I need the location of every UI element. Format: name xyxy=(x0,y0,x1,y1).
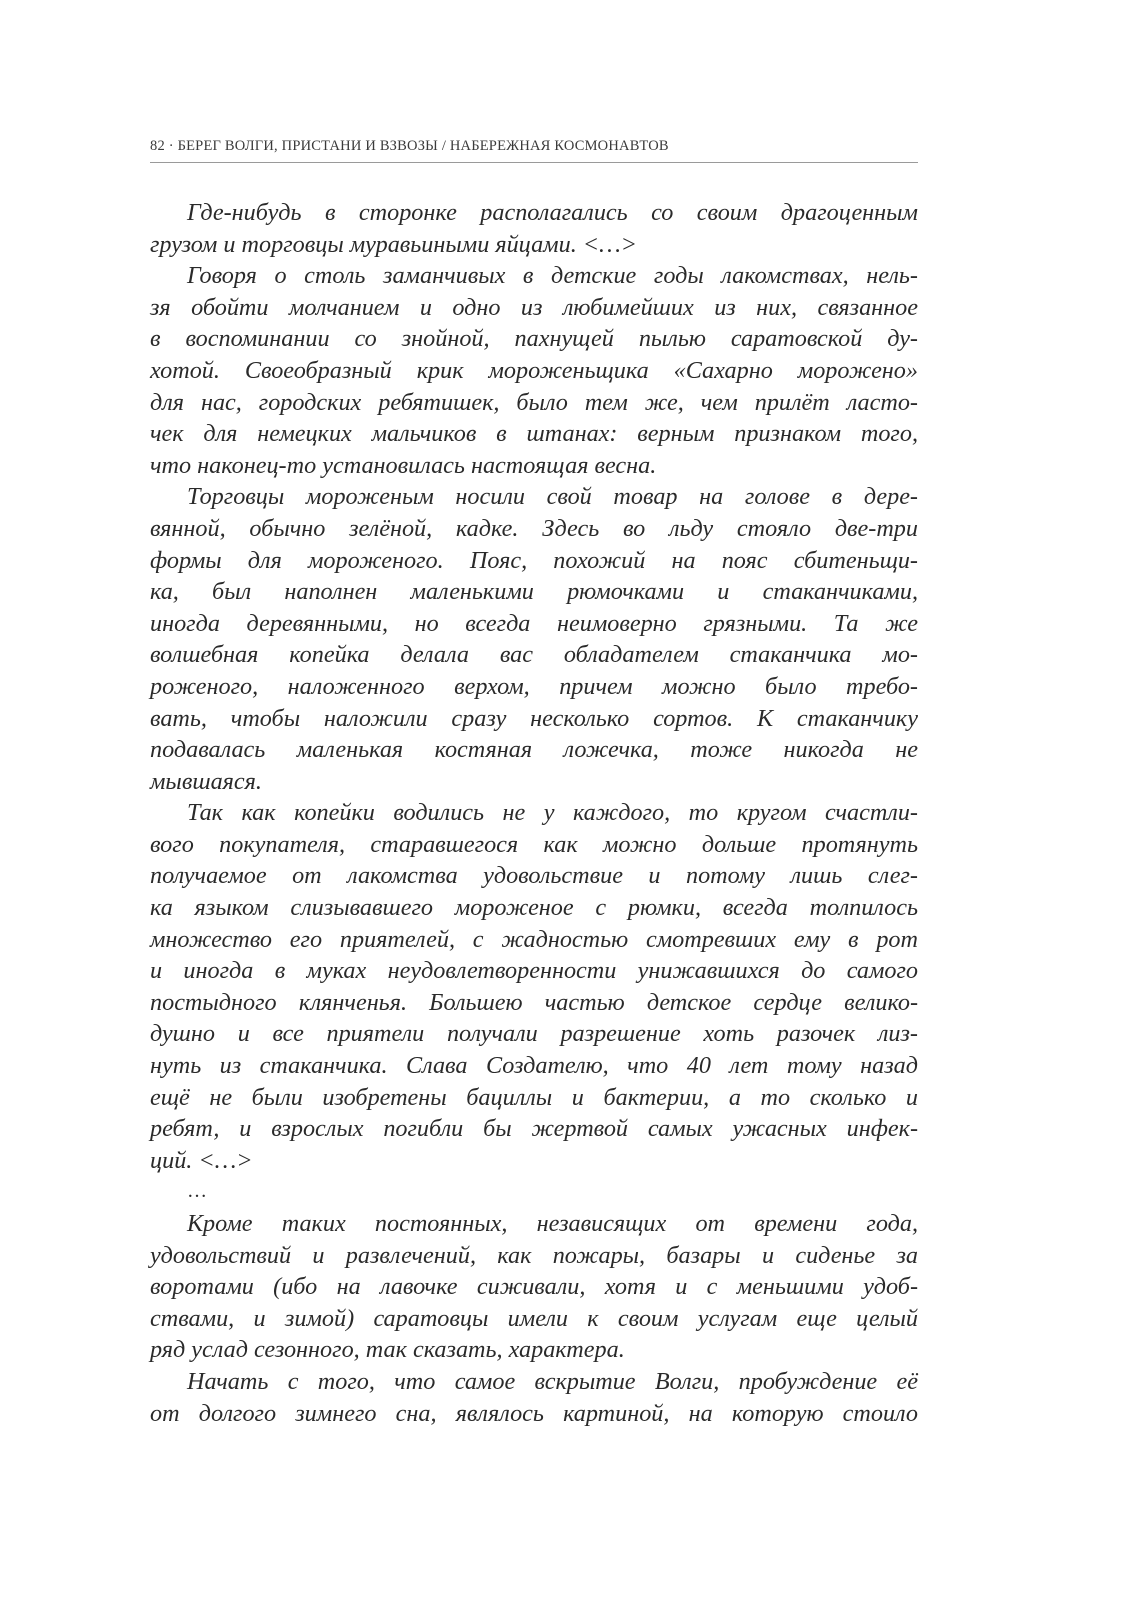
text-line: вянной, обычно зелёной, кадке. Здесь во льду стояло две-три xyxy=(150,514,918,542)
paragraph xyxy=(150,481,918,797)
text-line: от долгого зимнего сна, являлось картиной, на которую стоило xyxy=(150,1399,918,1427)
text-line: получаемое от лакомства удовольствие и потому лишь слег- xyxy=(150,862,918,890)
text-line: подавалась маленькая костяная ложечка, тоже никогда не xyxy=(150,736,918,764)
text-line: постыдного клянченья. Большею частью детское сердце велико- xyxy=(150,988,918,1016)
text-line: в воспоминании со знойной, пахнущей пылью саратовской ду- xyxy=(150,325,918,353)
ellipsis-separator: … xyxy=(187,1180,207,1203)
text-line: роженого, наложенного верхом, причем можно было требо- xyxy=(150,672,918,700)
paragraph xyxy=(150,1366,918,1429)
text-line: ещё не были изобретены бациллы и бактерии, а то сколько и xyxy=(150,1083,918,1111)
text-line: зя обойти молчанием и одно из любимейших из них, связанное xyxy=(150,293,918,321)
running-title: БЕРЕГ ВОЛГИ, ПРИСТАНИ И ВЗВОЗЫ / НАБЕРЕЖНАЯ КОСМОНАВТОВ xyxy=(177,138,669,154)
text-line: вать, чтобы наложили сразу несколько сортов. К стаканчику xyxy=(150,704,918,732)
text-line: и иногда в муках неудовлетворенности унижавшихся до самого xyxy=(150,957,918,985)
text-line: грузом и торговцы муравьиными яйцами. <…> xyxy=(150,230,637,258)
body-text xyxy=(150,197,918,1429)
book-page xyxy=(150,0,918,1600)
text-line: волшебная копейка делала вас обладателем стаканчика мо- xyxy=(150,641,918,669)
page-number: 82 xyxy=(150,138,165,154)
text-line: множество его приятелей, с жадностью смотревших ему в рот xyxy=(150,925,918,953)
text-line: душно и все приятели получали разрешение хоть разочек лиз- xyxy=(150,1020,918,1048)
text-line: Кроме таких постоянных, независящих от времени года, xyxy=(187,1210,918,1237)
text-line: Где-нибудь в сторонке располагались со своим драгоценным xyxy=(187,199,918,226)
text-line: для нас, городских ребятишек, было тем же, чем прилёт ласто- xyxy=(150,388,918,416)
text-line: что наконец-то установилась настоящая весна. xyxy=(150,451,657,479)
text-line: ствами, и зимой) саратовцы имели к своим услугам еще целый xyxy=(150,1304,918,1332)
text-line: Торговцы мороженым носили свой товар на голове в дере- xyxy=(187,483,918,511)
text-line: ряд услад сезонного, так сказать, характера. xyxy=(150,1336,625,1364)
text-line: Говоря о столь заманчивых в детские годы лакомствах, нель- xyxy=(187,262,918,290)
text-line: формы для мороженого. Пояс, похожий на пояс сбитеньщи- xyxy=(150,546,918,574)
text-line: мывшаяся. xyxy=(150,767,262,795)
text-line: Начать с того, что самое вскрытие Волги, пробуждение её xyxy=(187,1367,918,1395)
text-line: ка, был наполнен маленькими рюмочками и стаканчиками, xyxy=(150,578,918,606)
text-line: ций. <…> xyxy=(150,1146,253,1174)
text-line: вого покупателя, старавшегося как можно дольше протянуть xyxy=(150,830,918,858)
text-line: воротами (ибо на лавочке сиживали, хотя и с меньшими удоб- xyxy=(150,1273,918,1301)
text-line: удовольствий и развлечений, как пожары, базары и сиденье за xyxy=(150,1241,918,1269)
text-line: чек для немецких мальчиков в штанах: верным признаком того, xyxy=(150,420,918,448)
paragraph xyxy=(150,260,918,481)
text-line: ребят, и взрослых погибли бы жертвой самых ужасных инфек- xyxy=(150,1115,918,1143)
text-line: иногда деревянными, но всегда неимоверно грязными. Та же xyxy=(150,609,918,637)
running-header xyxy=(150,138,918,155)
paragraph xyxy=(150,1208,918,1366)
text-line: ка языком слизывавшего мороженое с рюмки, всегда толпилось xyxy=(150,894,918,922)
paragraph xyxy=(150,197,918,260)
header-rule xyxy=(150,162,918,163)
text-line: нуть из стаканчика. Слава Создателю, что 40 лет тому назад xyxy=(150,1052,918,1080)
paragraph xyxy=(150,797,918,1176)
text-line: хотой. Своеобразный крик мороженьщика «Сахарно морожено» xyxy=(150,356,918,384)
text-line: Так как копейки водились не у каждого, то кругом счастли- xyxy=(187,799,918,827)
header-separator: · xyxy=(168,138,174,154)
